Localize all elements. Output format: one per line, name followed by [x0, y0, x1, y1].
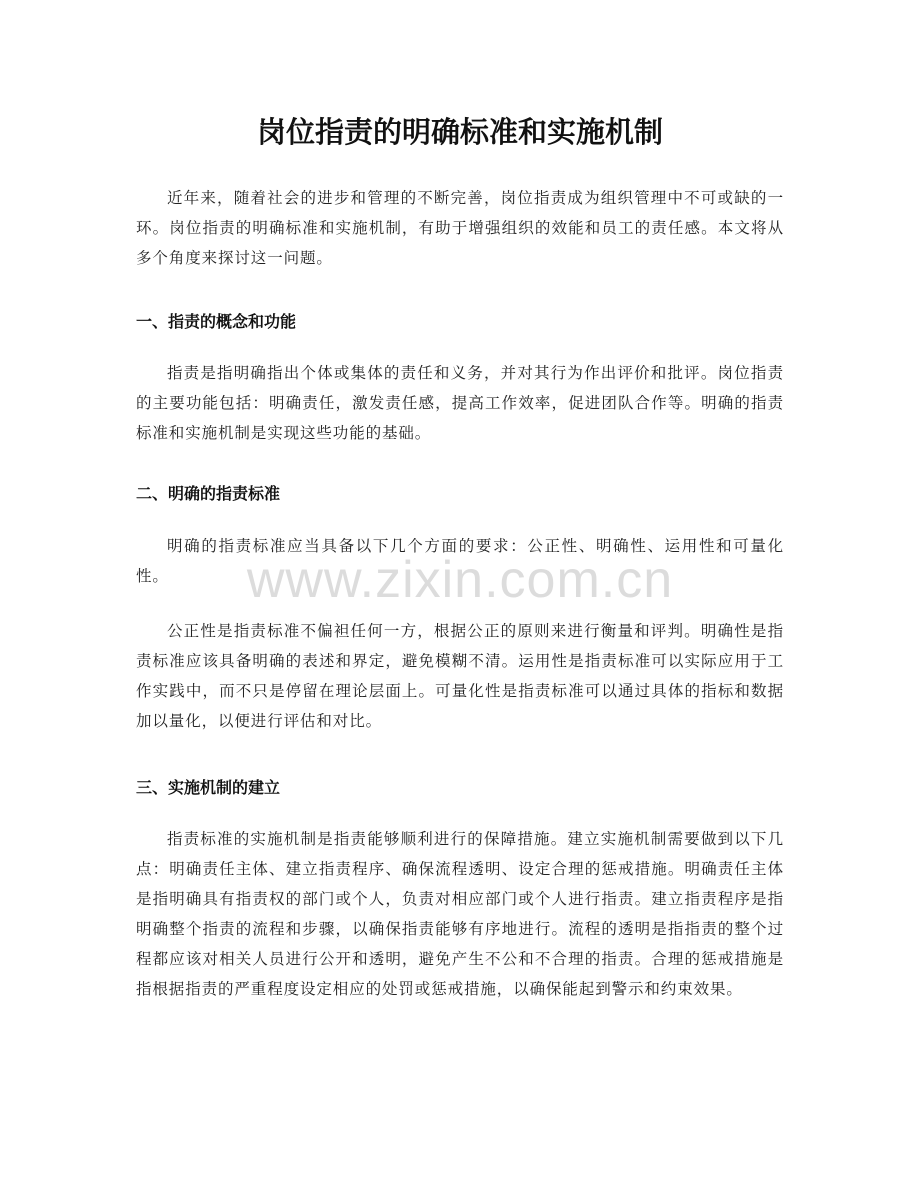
section-3-paragraph-1: 指责标准的实施机制是指责能够顺利进行的保障措施。建立实施机制需要做到以下几点：明确责任主体、建立指责程序、确保流程透明、设定合理的惩戒措施。明确责任主体是指明确具有指责权的部门或个人，负责对相应部门或个人进行指责。建立指责程序是指明确整个指责的流程和步骤，以确保指责能够有序地进行。流程的透明是指指责的整个过程都应该对相关人员进行公开和透明，避免产生不公和不合理的指责。合理的惩戒措施是指根据指责的严重程度设定相应的处罚或惩戒措施，以确保能起到警示和约束效果。: [136, 830, 784, 998]
intro-paragraph: 近年来，随着社会的进步和管理的不断完善，岗位指责成为组织管理中不可或缺的一环。岗位指责的明确标准和实施机制，有助于增强组织的效能和员工的责任感。本文将从多个角度来探讨这一问题。: [136, 189, 784, 267]
section-3-heading: 三、实施机制的建立: [136, 778, 281, 797]
section-2-paragraph-1: 明确的指责标准应当具备以下几个方面的要求：公正性、明确性、运用性和可量化性。: [136, 537, 784, 585]
section-1-paragraph-1: 指责是指明确指出个体或集体的责任和义务，并对其行为作出评价和批评。岗位指责的主要功能包括：明确责任，激发责任感，提高工作效率，促进团队合作等。明确的指责标准和实施机制是实现这些功能的基础。: [136, 364, 784, 442]
section-1-heading: 一、指责的概念和功能: [136, 312, 297, 331]
section-2-paragraph-2: 公正性是指责标准不偏袒任何一方，根据公正的原则来进行衡量和评判。明确性是指责标准应该具备明确的表述和界定，避免模糊不清。运用性是指责标准可以实际应用于工作实践中，而不只是停留在理论层面上。可量化性是指责标准可以通过具体的指标和数据加以量化，以便进行评估和对比。: [136, 622, 784, 730]
document-title: 岗位指责的明确标准和实施机制: [256, 115, 663, 149]
watermark: www.zixin.com.cn: [246, 551, 674, 609]
section-2-heading: 二、明确的指责标准: [136, 484, 281, 503]
